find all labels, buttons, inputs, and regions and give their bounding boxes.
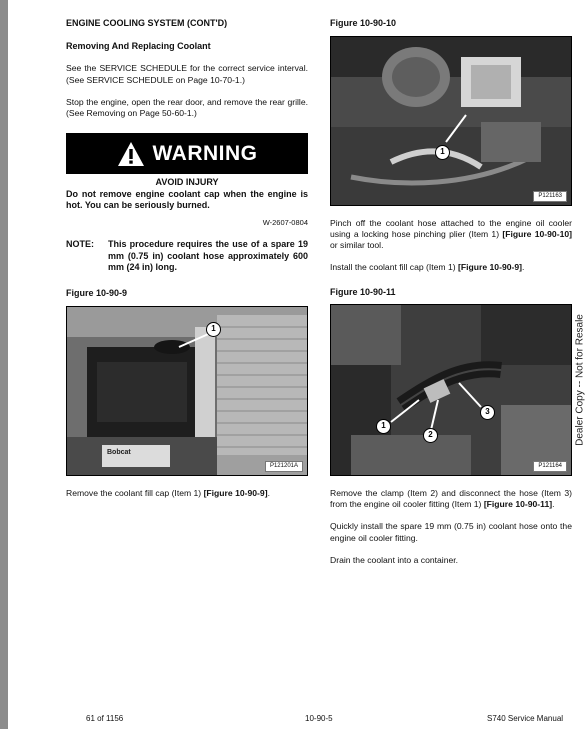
warning-body: Do not remove engine coolant cap when the engine is hot. You can be seriously burned.	[66, 188, 308, 211]
figure-10-90-11-title: Figure 10-90-11	[330, 287, 396, 298]
figure-10-90-9-title: Figure 10-90-9	[66, 287, 128, 298]
warning-banner	[66, 133, 308, 174]
oil-cooler-hose-photo-illustration	[331, 37, 572, 206]
warning-code: W-2607-0804	[262, 218, 308, 228]
note-block	[66, 239, 308, 274]
footer-page-number: 10-90-5	[305, 714, 333, 723]
sub-title: Removing And Replacing Coolant	[66, 40, 211, 51]
warning-heading: AVOID INJURY	[155, 177, 219, 188]
paragraph-stop-engine: Stop the engine, open the rear door, and remove the rear grille. (See Removing on Page 50-60-1.)	[66, 96, 308, 118]
figure-10-90-9-code: P121201A	[265, 461, 303, 472]
figure-10-90-11-callout-1: 1	[376, 419, 391, 434]
figure-10-90-11-photo	[330, 304, 572, 476]
footer-manual-title: S740 Service Manual	[487, 714, 564, 723]
section-title: ENGINE COOLING SYSTEM (CONT'D)	[66, 18, 228, 28]
left-column	[66, 18, 308, 499]
figure-10-90-10-callout-1: 1	[435, 145, 450, 160]
figure-10-90-10-title: Figure 10-90-10	[330, 18, 397, 28]
paragraph-remove-clamp: Remove the clamp (Item 2) and disconnect the hose (Item 3) from the engine oil cooler fitting (Item 1) [Figure 10-90-11].	[330, 488, 572, 510]
paragraph-pinch-hose: Pinch off the coolant hose attached to the engine oil cooler using a locking hose pinching plier (Item 1) [Figure 10-90-10] or similar tool.	[330, 217, 572, 251]
bobcat-logo: Bobcat	[107, 448, 131, 456]
figure-10-90-11-code: P121164	[533, 461, 567, 472]
right-column	[330, 18, 572, 566]
paragraph-drain-coolant: Drain the coolant into a container.	[330, 554, 459, 565]
page-edge-bar	[0, 0, 8, 729]
figure-10-90-11-callout-2: 2	[423, 428, 438, 443]
warning-triangle-icon	[117, 141, 145, 167]
figure-10-90-9-callout-1: 1	[206, 322, 221, 337]
footer-page-count: 61 of 1156	[86, 714, 124, 723]
hose-clamp-photo-illustration	[331, 305, 572, 476]
paragraph-service-schedule: See the SERVICE SCHEDULE for the correct service interval. (See SERVICE SCHEDULE on Page 10-70-1.)	[66, 63, 308, 85]
paragraph-remove-fill-cap: Remove the coolant fill cap (Item 1) [Figure 10-90-9].	[66, 487, 270, 498]
figure-10-90-11-callout-3: 3	[480, 405, 495, 420]
warning-label: WARNING	[152, 141, 258, 165]
note-label: NOTE:	[66, 238, 94, 249]
paragraph-install-cap: Install the coolant fill cap (Item 1) [Figure 10-90-9].	[330, 262, 525, 273]
figure-10-90-10-photo	[330, 36, 572, 206]
dealer-copy-watermark: Dealer Copy -- Not for Resale	[574, 314, 586, 446]
figure-10-90-9-photo	[66, 306, 308, 476]
figure-10-90-10-code: P121163	[533, 191, 567, 202]
engine-bay-photo-illustration	[67, 307, 308, 476]
paragraph-install-spare-hose: Quickly install the spare 19 mm (0.75 in) coolant hose onto the engine oil cooler fitting.	[330, 521, 572, 543]
note-body: This procedure requires the use of a spare 19 mm (0.75 in) coolant hose approximately 600 mm (24 in) long.	[108, 238, 308, 273]
